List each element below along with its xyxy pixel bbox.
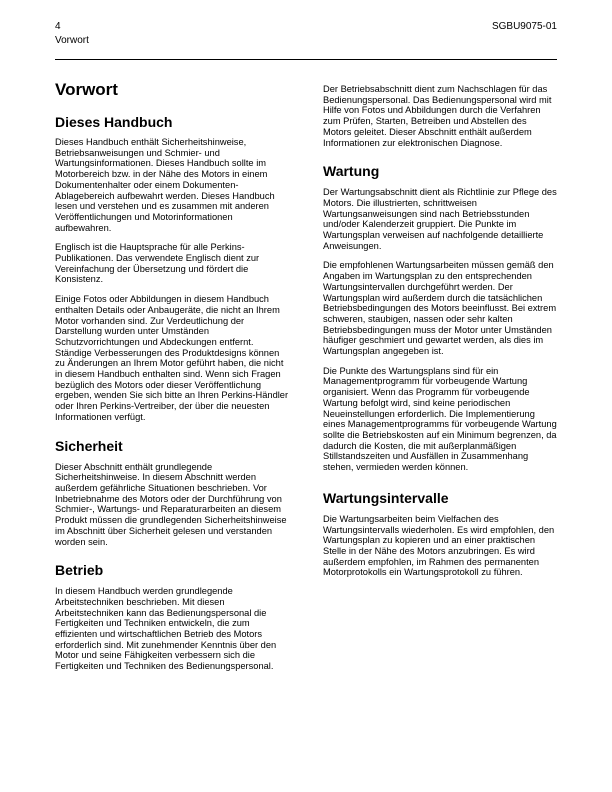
page-number: 4 xyxy=(55,21,61,32)
heading-dieses-handbuch: Dieses Handbuch xyxy=(55,114,173,130)
paragraph-betrieb-continued: Der Betriebsabschnitt dient zum Nachschlagen für das Bedienungspersonal. Das Bedienungspersonal wird mit Hilfe von Fotos und Abbildungen durch die Verfahren zum Prüfen, Starten, Betreiben und Abstellen des Motors geleitet. Dieser Abschnitt enthält außerdem Informationen zur elektronischen Diagnose. xyxy=(323,84,552,148)
document-code: SGBU9075-01 xyxy=(491,21,557,32)
paragraph-handbuch-3: Einige Fotos oder Abbildungen in diesem Handbuch enthalten Details oder Anbaugeräte, die nicht an Ihrem Motor vorhanden sind. Zur Verdeutlichung der Darstellung wurden unter Umständen Schutzvorrichtungen und Abdeckungen entfernt. Ständige Verbesserungen des Produktdesigns können zu Änderungen an Ihrem Motor geführt haben, die nicht in diesem Handbuch enthalten sind. Wenn sich Fragen bezüglich des Motors oder dieser Veröffentlichung ergeben, wenden Sie sich bitte an Ihren Perkins-Händler oder Ihren Perkins-Vertreiber, der über die neuesten Informationen verfügt. xyxy=(55,294,289,422)
heading-sicherheit: Sicherheit xyxy=(55,437,123,454)
right-column xyxy=(323,84,557,578)
paragraph-wartung-2: Die empfohlenen Wartungsarbeiten müssen gemäß den Angaben im Wartungsplan zu den entsprechenden Wartungsintervallen durchgeführt werden. Der Wartungsplan wird außerdem durch die tatsächlichen Betriebsbedingungen des Motors beeinflusst. Bei extrem schweren, staubigen, nassen oder sehr kalten Betriebsbedingungen muss der Motor unter Umständen häufiger geschmiert und gewartet werden, als dies im Wartungsplan angegeben ist. xyxy=(323,260,557,357)
page-header-left xyxy=(55,20,89,48)
left-column xyxy=(55,75,289,672)
running-section-title: Vorwort xyxy=(55,35,89,46)
heading-wartung: Wartung xyxy=(323,163,380,180)
paragraph-betrieb: In diesem Handbuch werden grundlegende Arbeitstechniken beschrieben. Mit diesen Arbeitstechniken kann das Bedienungspersonal die Fertigkeiten und Techniken entwickeln, die zum effizienten und wirtschaftlichen Betrieb des Motors erforderlich sind. Mit zunehmender Kenntnis über den Motor und seine Fähigkeiten verbessern sich die Fertigkeiten und Techniken des Bedienungspersonal. xyxy=(55,586,277,672)
paragraph-sicherheit: Dieser Abschnitt enthält grundlegende Sicherheitshinweise. In diesem Abschnitt werden außerdem gefährliche Situationen beschrieben. Vor Inbetriebnahme des Motors oder der Durchführung von Schmier-, Wartungs- und Reparaturarbeiten an diesem Produkt müssen die grundlegenden Sicherheitshinweise im Abschnitt über Sicherheit gelesen und verstanden worden sein. xyxy=(55,461,287,547)
paragraph-handbuch-2: Englisch ist die Hauptsprache für alle Perkins-Publikationen. Das verwendete Englisch dient zur Vereinfachung der Übersetzung und fördert die Konsistenz. xyxy=(55,242,260,285)
paragraph-handbuch-1: Dieses Handbuch enthält Sicherheitshinweise, Betriebsanweisungen und Schmier- und Wartungsinformationen. Dieses Handbuch sollte im Motorbereich bzw. in der Nähe des Motors in einem Dokumentenhalter oder einem Dokumenten-Ablagebereich aufbewahrt werden. Dieses Handbuch lesen und verstehen und es zusammen mit anderen Veröffentlichungen und Motorinformationen aufbewahren. xyxy=(55,137,275,233)
heading-wartungsintervalle: Wartungsintervalle xyxy=(323,489,449,506)
paragraph-wartung-3: Die Punkte des Wartungsplans sind für ein Managementprogramm für vorbeugende Wartung organisiert. Wenn das Programm für vorbeugende Wartung befolgt wird, sind keine periodischen Neueinstellungen erforderlich. Die Implementierung eines Managementprogramms für vorbeugende Wartung sollte die Betriebskosten auf ein Minimum begrenzen, da dadurch die Kosten, die mit außerplanmäßigen Stillstandszeiten und Ausfällen in Zusammenhang stehen, vermieden werden können. xyxy=(323,365,557,473)
header-divider xyxy=(55,59,557,60)
page-title: Vorwort xyxy=(55,80,118,99)
heading-betrieb: Betrieb xyxy=(55,562,104,579)
paragraph-wartung-1: Der Wartungsabschnitt dient als Richtlinie zur Pflege des Motors. Die illustrierten, schrittweisen Wartungsanweisungen sind nach Betriebsstunden und/oder Kalenderzeit gruppiert. Die Punkte im Wartungsplan verweisen auf nachfolgende detaillierte Anweisungen. xyxy=(323,187,557,251)
paragraph-wartungsintervalle: Die Wartungsarbeiten beim Vielfachen des Wartungsintervalls wiederholen. Es wird empfohlen, den Wartungsplan zu kopieren und an einer praktischen Stelle in der Nähe des Motors anzubringen. Es wird außerdem empfohlen, im Rahmen des permanenten Motorprotokolls ein Wartungsprotokoll zu führen. xyxy=(323,513,555,578)
